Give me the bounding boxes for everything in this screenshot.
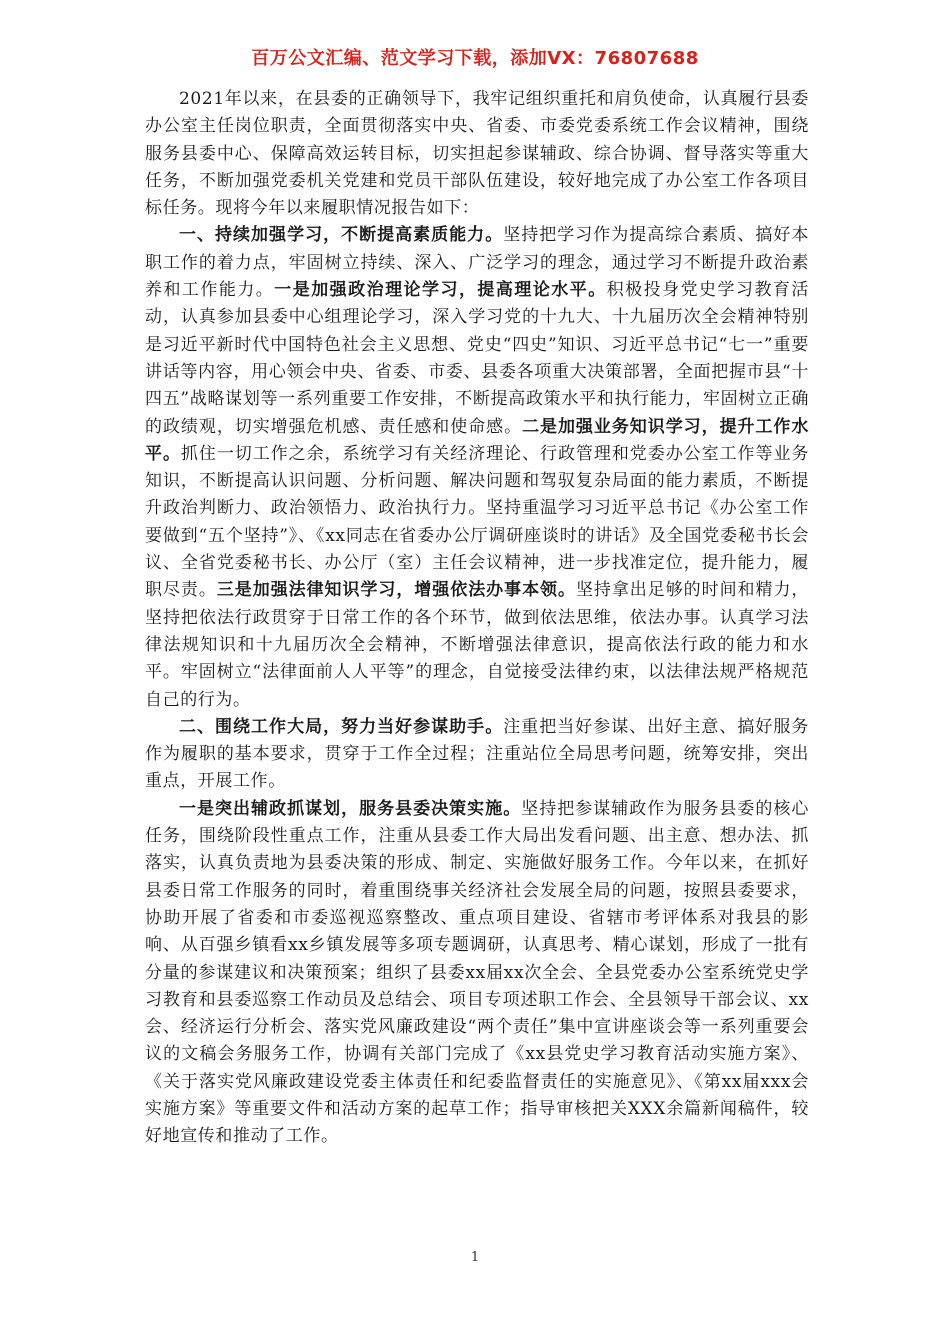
text-run: 注重把当好参谋、出好主意、搞好服务作为履职的基本要求，贯穿于工作全过程；注重站位全局思考问题，统筹安排，突出重点，开展工作。 [145, 716, 809, 792]
paragraph-intro [145, 86, 809, 222]
text-run: 抓住一切工作之余，系统学习有关经济理论、行政管理和党委办公室工作等业务知识，不断提高认识问题、分析问题、解决问题和驾驭复杂局面的能力素质，不断提升政治判断力、政治领悟力、政治执行力。坚持重温学习习近平总书记《办公室工作要做到“五个坚持”》、《xx同志在省委办公厅调研座谈时的讲话》及全国党委秘书长会议、全省党委秘书长、办公厅（室）主任会议精神，进一步找准定位，提升能力，履职尽责。 [145, 443, 810, 601]
bold-heading-run: 三是加强法律知识学习，增强依法办事本领。 [216, 580, 576, 601]
document-body [145, 86, 809, 1151]
bold-heading-run: 一是加强政治理论学习，提高理论水平。 [274, 280, 607, 301]
text-run: 坚持把参谋辅政作为服务县委的核心任务，围绕阶段性重点工作，注重从县委工作大局出发看问题、出主意、想办法、抓落实，认真负责地为县委决策的形成、制定、实施做好服务工作。今年以来，在抓好县委日常工作服务的同时，着重围绕事关经济社会发展全局的问题，按照县委要求，协助开展了省委和市委巡视巡察整改、重点项目建设、省辖市考评体系对我县的影响、从百强乡镇看xx乡镇发展等多项专题调研，认真思考、精心谋划，形成了一批有分量的参谋建议和决策预案；组织了县委xx届xx次全会、全县党委办公室系统党史学习教育和县委巡察工作动员及总结会、项目专项述职工作会、全县领导干部会议、xx会、经济运行分析会、落实党风廉政建设“两个责任”集中宣讲座谈会等一系列重要会议的文稿会务服务工作，协调有关部门完成了《xx县党史学习教育活动实施方案》、《关于落实党风廉政建设党委主体责任和纪委监督责任的实施意见》、《第xx届xxx会实施方案》等重要文件和活动方案的起草工作；指导审核把关XXX余篇新闻稿件，较好地宣传和推动了工作。 [145, 798, 809, 1147]
bold-heading-run: 二、围绕工作大局，努力当好参谋助手。 [179, 716, 504, 737]
bold-heading-run: 一是突出辅政抓谋划，服务县委决策实施。 [179, 798, 522, 819]
text-run: 积极投身党史学习教育活动，认真参加县委中心组理论学习，深入学习党的十九大、十九届历次全会精神特别是习近平新时代中国特色社会主义思想、党史“四史”知识、习近平总书记“七一”重要讲话等内容，用心领会中央、省委、市委、县委各项重大决策部署，全面把握市县“十四五”战略谋划等一系列重要工作安排，不断提高政策水平和执行能力，牢固树立正确的政绩观，切实增强危机感、责任感和使命感。 [145, 280, 809, 437]
paragraph-section-2-staff-role [145, 714, 809, 796]
paragraph-section-1-study [145, 222, 809, 713]
text-run: 坚持拿出足够的时间和精力，坚持把依法行政贯穿于日常工作的各个环节，做到依法思维，依法办事。认真学习法律法规知识和十九届历次全会精神，不断增强法律意识，提高依法行政的能力和水平。牢固树立“法律面前人人平等”的理念，自觉接受法律约束，以法律法规严格规范自己的行为。 [145, 580, 809, 710]
bold-heading-run: 一、持续加强学习，不断提高素质能力。 [179, 225, 504, 246]
text-run: 2021年以来，在县委的正确领导下，我牢记组织重托和肩负使命，认真履行县委办公室主任岗位职责，全面贯彻落实中央、省委、市委党委系统工作会议精神，围绕服务县委中心、保障高效运转目标，切实担起参谋辅政、综合协调、督导落实等重大任务，不断加强党委机关党建和党员干部队伍建设，较好地完成了办公室工作各项目标任务。现将今年以来履职情况报告如下： [145, 89, 809, 219]
page-number: 1 [470, 1250, 480, 1265]
bold-heading-run: 二是加强业务知识学习，提升工作水平。 [145, 416, 809, 464]
paragraph-decision-support [145, 796, 809, 1151]
watermark-banner: 百万公文汇编、范文学习下载，添加VX：76807688 [251, 48, 699, 69]
text-run: 坚持把学习作为提高综合素质、搞好本职工作的着力点，牢固树立持续、深入、广泛学习的理念，通过学习不断提升政治素养和工作能力。 [145, 225, 809, 301]
